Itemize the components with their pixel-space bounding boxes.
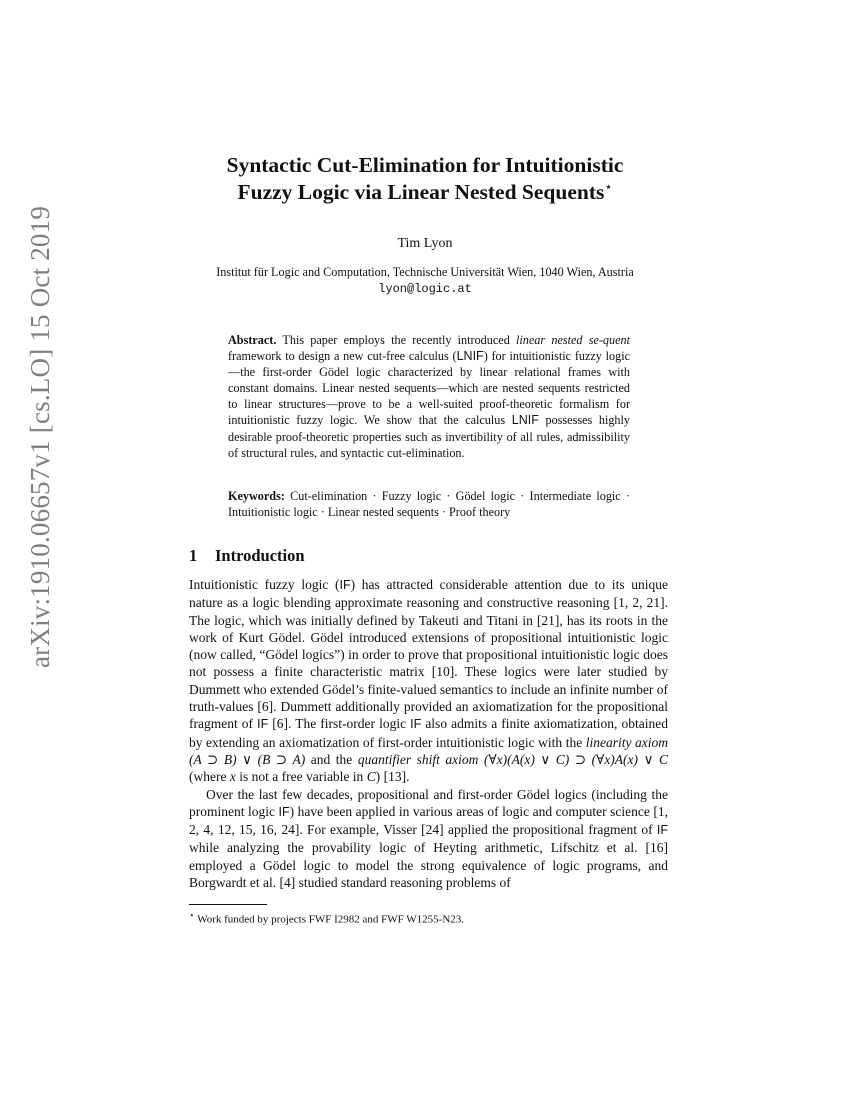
paragraph-2 (189, 786, 668, 892)
text-run: ) [13]. (375, 769, 410, 785)
author-name: Tim Lyon (397, 236, 453, 251)
footnote-text: Work funded by projects FWF I2982 and FWF W1255-N23. (194, 913, 465, 926)
footnote (189, 910, 464, 926)
section-heading (189, 546, 305, 566)
logic-name: IF (410, 717, 422, 732)
text-run: ) have been applied in various areas of logic and computer science [1, 2, 4, 12, 15, 16, 24]. For example, Visser [24] applied the propositional fragment of (189, 803, 668, 838)
text-run: is not a free variable in (235, 769, 367, 785)
text-run: while analyzing the provability logic of Heyting arithmetic, Lifschitz et al. [16] employed a Gödel logic to model the strong equivalence of logic programs, and Borgwardt et al. [4] studied standard reasoning problems of (189, 840, 668, 891)
formula: (∀x)(A(x) ∨ C) ⊃ (∀x)A(x) ∨ C (483, 751, 669, 767)
abstract-text-4: possesses highly desirable proof-theoretic properties such as invertibility of all rules, admissibility of structural rules, and syntactic cut-elimination. (228, 413, 631, 460)
footnote-divider (189, 904, 267, 905)
abstract-text-1: This paper employs the recently introduced (276, 333, 517, 347)
calculus-name: LNIF (456, 349, 484, 364)
abstract-emphasis: linear nested se-quent (516, 333, 630, 347)
logic-name: IF (339, 578, 351, 592)
abstract-text-2: framework to design a new cut-free calculus ( (228, 349, 457, 364)
variable: x (229, 769, 236, 785)
text-run: Intuitionistic fuzzy logic ( (189, 577, 340, 592)
author-email[interactable]: lyon@logic.at (378, 282, 472, 296)
emphasis: quantifier shift axiom (357, 751, 479, 767)
keywords-text: Cut-elimination · Fuzzy logic · Gödel logic · Intermediate logic · Intuitionistic logic · Linear nested sequents · Proof theory (228, 489, 630, 520)
logic-name: IF (278, 804, 290, 819)
text-run: also admits a finite axiomatization, obtained by extending an axiomatization of first-order intuitionistic logic with the (189, 716, 668, 750)
text-run: Over the last few decades, propositional and first-order Gödel logics (including the prominent logic (189, 786, 668, 819)
footnote-mark: ⋆ (189, 910, 195, 920)
abstract-label: Abstract. (228, 333, 277, 347)
paragraph-1 (189, 576, 668, 786)
emphasis: linearity axiom (585, 734, 668, 750)
title-line-2-text: Fuzzy Logic via Linear Nested Sequents (237, 180, 605, 204)
abstract (228, 332, 630, 461)
text-run: and the (305, 751, 358, 767)
body-text (189, 576, 668, 891)
calculus-name: LNIF (511, 413, 539, 428)
text-run: ) has attracted considerable attention due to its unique nature as a logic blending approximate reasoning and constructive reasoning [1, 2, 21]. The logic, which was initially defined by Takeuti and Titani in [21], has its roots in the work of Kurt Gödel. Gödel introduced extensions of propositional intuitionistic logic (now called, “Gödel logics”) in order to prove that propositional intuitionistic logic does not possess a finite characteristic matrix [10]. These logics were later studied by Dummett who extended Gödel’s finite-valued semantics to include an infinite number of truth-values [6]. Dummett additionally provided an axiomatization for the propositional fragment of (189, 577, 668, 732)
logic-name: IF (257, 717, 269, 732)
affiliation-block (0, 264, 850, 298)
variable: C (366, 769, 376, 785)
logic-name: IF (656, 823, 668, 838)
arxiv-identifier: arXiv:1910.06657v1 [cs.LO] 15 Oct 2019 (25, 205, 55, 668)
title-line-1: Syntactic Cut-Elimination for Intuitionistic (226, 153, 624, 177)
affiliation: Institut für Logic and Computation, Technische Universität Wien, 1040 Wien, Austria (216, 265, 634, 279)
title-line-2 (0, 179, 850, 206)
text-run: [6]. The first-order logic (268, 716, 411, 732)
paper-title (0, 152, 850, 206)
text-run: (where (189, 769, 230, 785)
keywords (228, 488, 630, 520)
abstract-text-3: ) for intuitionistic fuzzy logic—the first-order Gödel logic characterized by linear relational frames with constant domains. Linear nested sequents—which are nested sequents restricted to linear structures—prove to be a well-suited proof-theoretic formalism for intuitionistic fuzzy logic. We show that the calculus (228, 349, 630, 428)
section-title: Introduction (215, 546, 305, 565)
formula: (A ⊃ B) ∨ (B ⊃ A) (189, 751, 306, 767)
title-footnote-mark: ⋆ (604, 178, 613, 194)
keywords-label: Keywords: (228, 489, 285, 503)
section-number: 1 (189, 546, 198, 565)
